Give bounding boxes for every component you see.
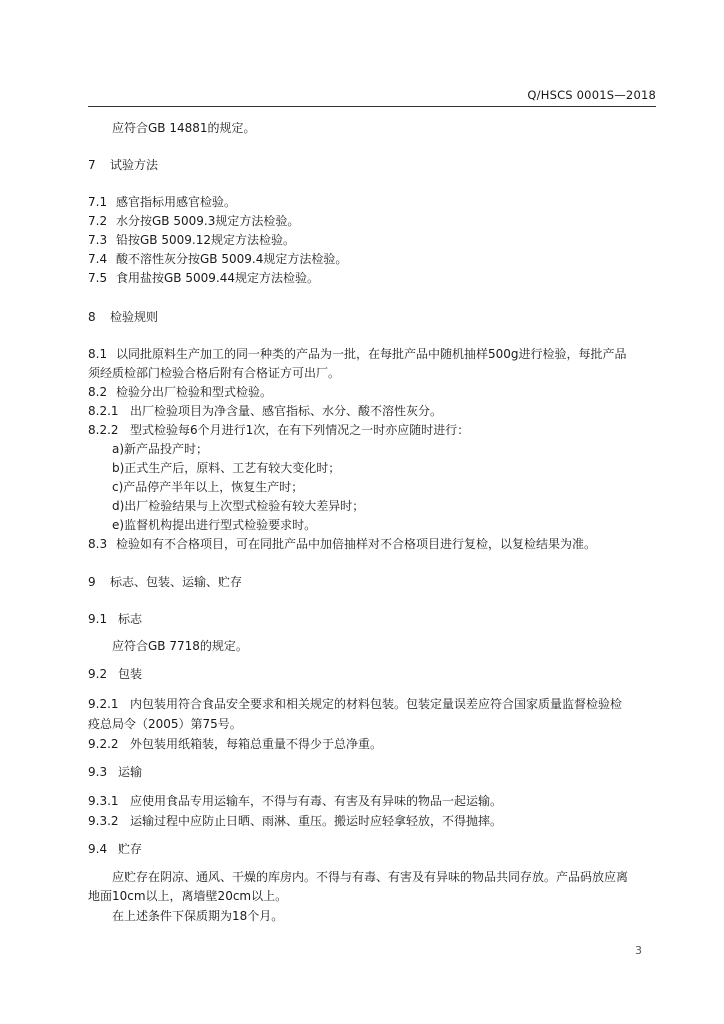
clause-8-1: 8.1 以同批原料生产加工的同一种类的产品为一批，在每批产品中随机抽样500g进行检验，每批产品: [88, 347, 627, 361]
document-code: Q/HSCS 0001S—2018: [527, 88, 656, 102]
clause-7-4: 7.4 酸不溶性灰分按GB 5009.4规定方法检验。: [88, 252, 348, 266]
list-item: b)正式生产后，原料、工艺有较大变化时；: [112, 461, 341, 475]
clause-9-3-2: 9.3.2 运输过程中应防止日晒、雨淋、重压。搬运时应轻拿轻放，不得抛摔。: [88, 814, 503, 828]
section-title: 试验方法: [110, 158, 159, 172]
clause-9-3-1: 9.3.1 应使用食品专用运输车，不得与有毒、有害及有异味的物品一起运输。: [88, 794, 503, 808]
clause-9-2-1-cont: 疫总局令（2005）第75号。: [88, 717, 242, 731]
list-item: a)新产品投产时；: [112, 442, 209, 456]
paragraph-cont: 地面10cm以上，离墙壁20cm以上。: [88, 889, 288, 903]
section-number: 9: [88, 575, 96, 589]
paragraph: 应符合GB 14881的规定。: [112, 121, 256, 135]
clause-8-3: 8.3 检验如有不合格项目，可在同批产品中加倍抽样对不合格项目进行复检，以复检结果为准。: [88, 537, 597, 551]
section-number: 8: [88, 310, 96, 324]
subsection-heading-9-3: 9.3 运输: [88, 765, 143, 779]
clause-8-1-cont: 须经质检部门检验合格后附有合格证方可出厂。: [88, 366, 341, 380]
clause-8-2-1: 8.2.1 出厂检验项目为净含量、感官指标、水分、酸不溶性灰分。: [88, 404, 443, 418]
paragraph: 应贮存在阴凉、通风、干燥的库房内。不得与有毒、有害及有异味的物品共同存放。产品码放应离: [112, 870, 629, 884]
list-item: d)出厂检验结果与上次型式检验有较大差异时；: [112, 499, 365, 513]
paragraph: 应符合GB 7718的规定。: [112, 639, 248, 653]
clause-9-2-1: 9.2.1 内包装用符合食品安全要求和相关规定的材料包装。包装定量误差应符合国家质量监督检验检: [88, 697, 623, 711]
section-heading-9: [88, 574, 664, 590]
list-item: e)监督机构提出进行型式检验要求时。: [112, 518, 317, 532]
page-number: 3: [635, 944, 642, 957]
clause-7-2: 7.2 水分按GB 5009.3规定方法检验。: [88, 214, 300, 228]
section-heading-8: [88, 309, 664, 325]
clause-9-2-2: 9.2.2 外包装用纸箱装，每箱总重量不得少于总净重。: [88, 737, 383, 751]
section-title: 检验规则: [110, 310, 159, 324]
list-item: c)产品停产半年以上，恢复生产时；: [112, 480, 304, 494]
clause-8-2-2: 8.2.2 型式检验每6个月进行1次，在有下列情况之一时亦应随时进行：: [88, 423, 470, 437]
clause-7-5: 7.5 食用盐按GB 5009.44规定方法检验。: [88, 271, 319, 285]
paragraph: 在上述条件下保质期为18个月。: [112, 909, 284, 923]
subsection-heading-9-4: 9.4 贮存: [88, 842, 143, 856]
clause-7-1: 7.1 感官指标用感官检验。: [88, 195, 237, 209]
subsection-heading-9-1: 9.1 标志: [88, 612, 143, 626]
section-heading-7: [88, 157, 664, 173]
section-number: 7: [88, 158, 96, 172]
subsection-heading-9-2: 9.2 包装: [88, 667, 143, 681]
clause-8-2: 8.2 检验分出厂检验和型式检验。: [88, 385, 273, 399]
section-title: 标志、包装、运输、贮存: [110, 575, 243, 589]
header-rule: [88, 106, 656, 107]
clause-7-3: 7.3 铅按GB 5009.12规定方法检验。: [88, 233, 295, 247]
